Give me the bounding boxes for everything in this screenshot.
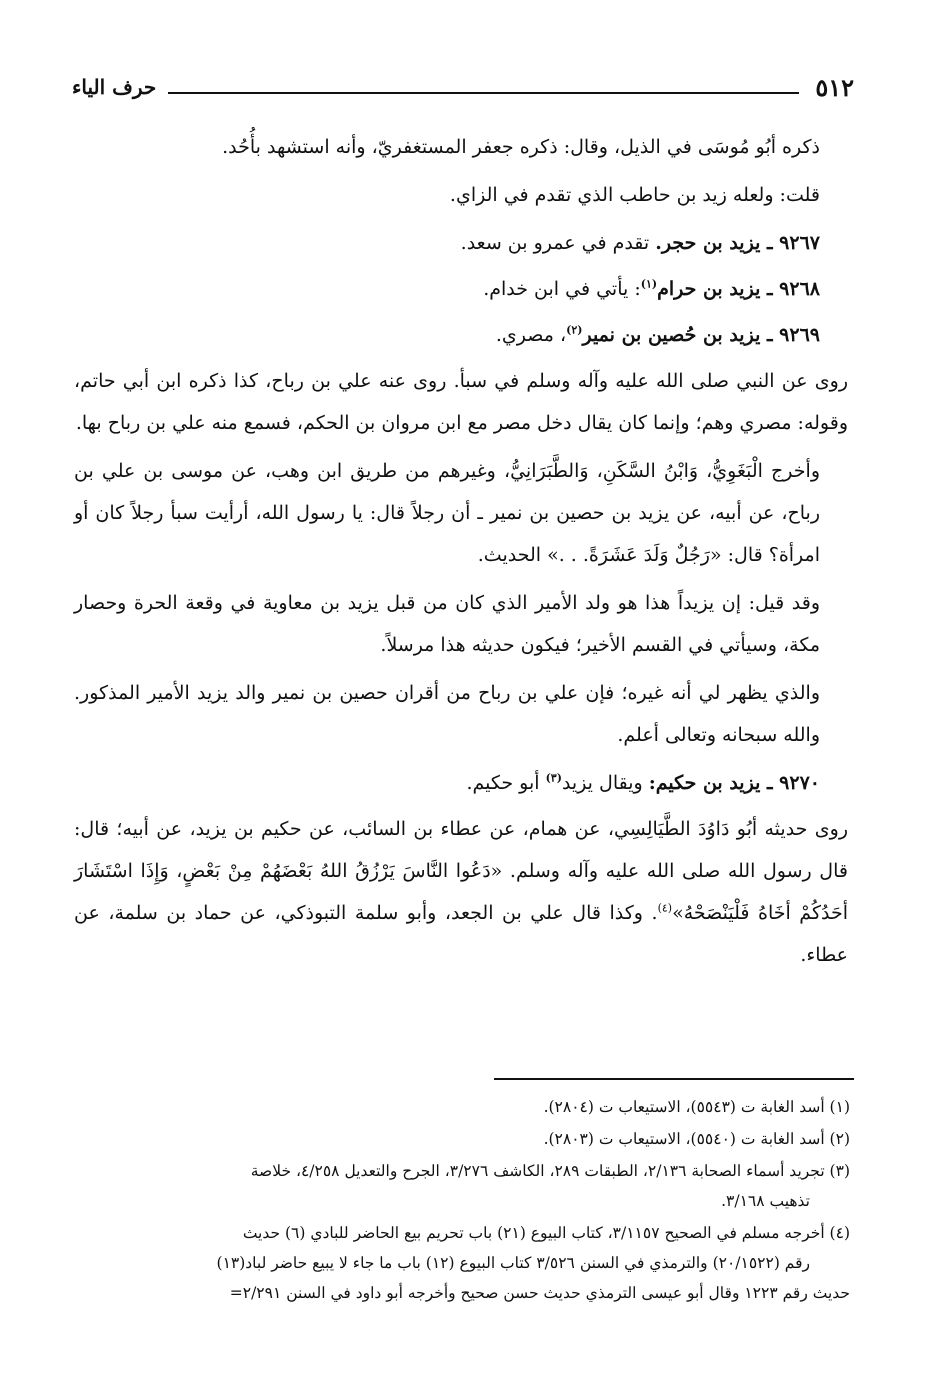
entry-text: : يأتي في ابن خدام. <box>483 278 641 300</box>
entry-heading: ٩٢٦٧ ـ يزيد بن حجر. <box>655 232 820 254</box>
footnote-divider <box>494 1078 854 1080</box>
main-text <box>74 126 848 982</box>
page-number: ٥١٢ <box>815 72 854 102</box>
footnote-text: تذهيب ٣/١٦٨. <box>721 1192 810 1210</box>
footnote-ref: (٤) <box>657 901 673 915</box>
entry-text: ويقال يزيد <box>561 772 649 794</box>
paragraph <box>74 808 848 976</box>
footnote-3 <box>74 1156 852 1216</box>
paragraph: قلت: ولعله زيد بن حاطب الذي تقدم في الزاي. <box>449 184 820 206</box>
entry-text: ، مصري. <box>495 324 567 346</box>
footnote-ref: (١) <box>640 277 658 291</box>
footnote-4 <box>74 1218 852 1308</box>
entry-heading: ٩٢٦٩ ـ يزيد بن حُصين بن نمير <box>582 324 820 346</box>
entry-heading: ٩٢٦٨ ـ يزيد بن حرام <box>657 278 820 300</box>
paragraph: والذي يظهر لي أنه غيره؛ فإن علي بن رباح من أقران حصين بن نمير والد يزيد الأمير المذكور. والله سبحانه وتعالى أعلم. <box>74 682 820 746</box>
entry-9268 <box>74 268 848 310</box>
paragraph: ذكره أبُو مُوسَى في الذيل، وقال: ذكره جعفر المستغفريّ، وأنه استشهد بأُحُد. <box>222 136 820 158</box>
paragraph: وأخرج الْبَغَوِيُّ، وَابْنُ السَّكَنِ، وَالطَّبَرَانِيُّ، وغيرهم من طريق ابن وهب، عن موسى بن علي بن رباح، عن أبيه، عن يزيد بن حصين بن نمير ـ أن رجلاً قال: يا رسول الله، أرأيت سبأ رجلاً كان أو امرأة؟ قال: «رَجُلٌ وَلَدَ عَشَرَةً. . .» الحديث. <box>74 460 820 566</box>
entry-9270 <box>74 762 848 804</box>
entry-9267 <box>74 222 848 264</box>
footnote-1: (١) أسد الغابة ت (٥٥٤٣)، الاستيعاب ت (٢٨٠٤). <box>543 1098 850 1116</box>
entry-9269 <box>74 314 848 356</box>
page-header <box>72 70 854 104</box>
footnote-ref: (٢) <box>566 323 583 337</box>
paragraph-text: روى حديثه أبُو دَاوُدَ الطَّيَالِسِي، عن همام، عن عطاء بن السائب، عن حكيم بن يزيد، عن أبيه؛ قال: قال رسول الله صلى الله عليه وآله وسلم. «دَعُوا النَّاسَ يَرْزُقُ اللهُ بَعْضَهُمْ مِنْ بَعْضٍ، وَإِذَا اسْتَشَارَ أحَدُكُمْ أخَاهُ فَلْيَنْصَحْهُ» <box>74 818 848 924</box>
paragraph-text: . وكذا قال علي بن الجعد، وأبو سلمة التبوذكي، عن حماد بن سلمة، عن عطاء. <box>74 902 848 966</box>
footnote-text: (٤) أخرجه مسلم في الصحيح ٣/١١٥٧، كتاب البيوع (٢١) باب تحريم بيع الحاضر للبادي (٦) حديث <box>242 1224 850 1242</box>
footnote-ref: (٣) <box>545 771 562 785</box>
footnote-text: (٣) تجريد أسماء الصحابة ٢/١٣٦، الطبقات ٢٨٩، الكاشف ٣/٢٧٦، الجرح والتعديل ٤/٢٥٨، خلاصة <box>250 1162 850 1180</box>
entry-text: تقدم في عمرو بن سعد. <box>460 232 656 254</box>
paragraph: روى عن النبي صلى الله عليه وآله وسلم في سبأ. روى عنه علي بن رباح، كذا ذكره ابن أبي حاتم، وقوله: مصري وهم؛ وإنما كان يقال دخل مصر مع ابن مروان بن الحكم، فسمع منه علي بن رباح بها. <box>74 370 848 434</box>
entry-heading: ٩٢٧٠ ـ يزيد بن حكيم: <box>648 772 820 794</box>
header-rule <box>168 92 799 94</box>
footnote-text: رقم (٢٠/١٥٢٢) والترمذي في السنن ٣/٥٢٦ كتاب البيوع (١٢) باب ما جاء لا يبيع حاضر لباد(١٣) <box>216 1254 810 1272</box>
paragraph: وقد قيل: إن يزيداً هذا هو ولد الأمير الذي كان من قبل يزيد بن معاوية في وقعة الحرة وحصار مكة، وسيأتي في القسم الأخير؛ فيكون حديثه هذا مرسلاً. <box>74 592 820 656</box>
footnote-text: حديث رقم ١٢٢٣ وقال أبو عيسى الترمذي حديث حسن صحيح وأخرجه أبو داود في السنن ٢/٢٩١= <box>229 1284 850 1302</box>
footnotes <box>74 1092 852 1310</box>
footnote-2: (٢) أسد الغابة ت (٥٥٤٠)، الاستيعاب ت (٢٨٠٣). <box>543 1130 850 1148</box>
entry-text: أبو حكيم. <box>466 772 546 794</box>
running-title: حرف الياء <box>72 75 157 99</box>
